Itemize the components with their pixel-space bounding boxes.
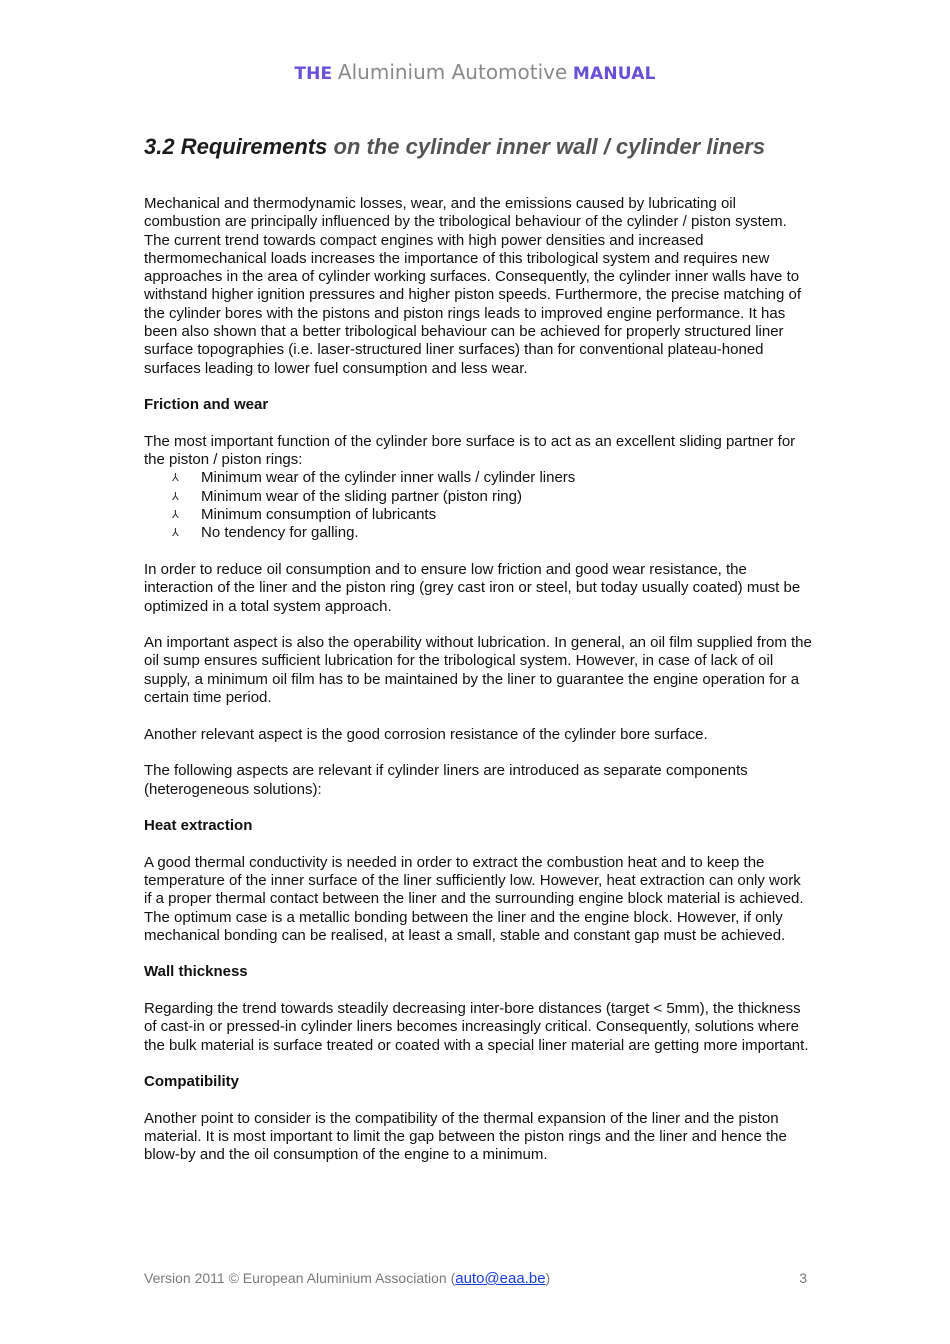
- header-title: Aluminium Automotive: [337, 60, 568, 84]
- list-item: ⅄ Minimum wear of the sliding partner (piston ring): [172, 487, 522, 505]
- following-paragraph: The following aspects are relevant if cylinder liners are introduced as separate components (heterogeneous solutions):: [144, 762, 748, 798]
- compatibility-heading: Compatibility: [144, 1073, 240, 1091]
- page-number: 3: [799, 1270, 807, 1286]
- footer-suffix: ): [545, 1270, 551, 1286]
- friction-heading: Friction and wear: [144, 396, 269, 414]
- section-title: [144, 133, 812, 161]
- heat-extraction-paragraph: A good thermal conductivity is needed in order to extract the combustion heat and to keep the temperature of the inner surface of the liner sufficiently low. However, heat extraction can only work if a proper thermal contact between the liner and the surrounding engine block material is achieved. The optimum case is a metallic bonding between the liner and the engine block. However, if only mechanical bonding can be realised, at least a small, stable and constant gap must be achieved.: [144, 853, 804, 944]
- compatibility-paragraph: Another point to consider is the compatibility of the thermal expansion of the liner and the piston material. It is most important to limit the gap between the piston rings and the liner and hence the blow-by and the oil consumption of the engine to a minimum.: [144, 1109, 787, 1164]
- wall-thickness-paragraph: Regarding the trend towards steadily decreasing inter-bore distances (target < 5mm), the thickness of cast-in or pressed-in cylinder liners becomes increasingly critical. Consequently, solutions where the bulk material is surface treated or coated with a special liner material are getting more important.: [144, 1000, 809, 1054]
- bullet-icon: ⅄: [172, 527, 179, 540]
- oil-consumption-paragraph: In order to reduce oil consumption and to ensure low friction and good wear resistance, the interaction of the liner and the piston ring (grey cast iron or steel, but today usually coated) must be optimized in a total system approach.: [144, 560, 801, 615]
- intro-paragraph: Mechanical and thermodynamic losses, wear, and the emissions caused by lubricating oil combustion are principally influenced by the tribological behaviour of the cylinder / piston system. The current trend towards compact engines with high power densities and increased thermomechanical loads increases the importance of this tribological system and requires new approaches in the area of cylinder working surfaces. Consequently, the cylinder inner walls have to withstand higher ignition pressures and higher piston speeds. Furthermore, the precise matching of the cylinder bores with the pistons and piston rings leads to improved engine performance. It has been also shown that a better tribological behaviour can be achieved for properly structured liner surface topographies (i.e. laser-structured liner surfaces) than for conventional plateau-honed surfaces leading to lower fuel consumption and less wear.: [144, 195, 802, 377]
- section-title-rest: on the cylinder inner wall / cylinder liners: [333, 134, 766, 159]
- page-footer: [144, 1268, 807, 1289]
- list-item: ⅄ Minimum consumption of lubricants: [172, 506, 437, 524]
- list-item: ⅄ No tendency for galling.: [172, 524, 359, 542]
- section-number: 3.2 Requirements: [144, 134, 328, 159]
- list-item: ⅄ Minimum wear of the cylinder inner walls / cylinder liners: [172, 469, 576, 487]
- bullet-icon: ⅄: [172, 490, 179, 503]
- page-body: [144, 133, 812, 1183]
- bullet-icon: ⅄: [172, 472, 179, 485]
- operability-paragraph: An important aspect is also the operability without lubrication. In general, an oil film supplied from the oil sump ensures sufficient lubrication for the tribological system. However, in case of lack of oil supply, a minimum oil film has to be maintained by the liner to guarantee the engine operation for a certain time period.: [144, 634, 812, 707]
- corrosion-paragraph: Another relevant aspect is the good corrosion resistance of the cylinder bore surface.: [144, 725, 708, 743]
- heat-extraction-heading: Heat extraction: [144, 817, 253, 835]
- footer-email-link[interactable]: auto@eaa.be: [455, 1270, 546, 1287]
- header-the: THE: [294, 64, 333, 84]
- bullet-icon: ⅄: [172, 509, 179, 522]
- requirements-list: [144, 469, 812, 542]
- wall-thickness-heading: Wall thickness: [144, 963, 248, 981]
- friction-intro: The most important function of the cylinder bore surface is to act as an excellent sliding partner for the piston / piston rings:: [144, 432, 796, 469]
- footer-version: Version 2011 © European Aluminium Association (: [144, 1270, 456, 1286]
- header-manual: MANUAL: [572, 64, 656, 84]
- running-header: [0, 60, 950, 86]
